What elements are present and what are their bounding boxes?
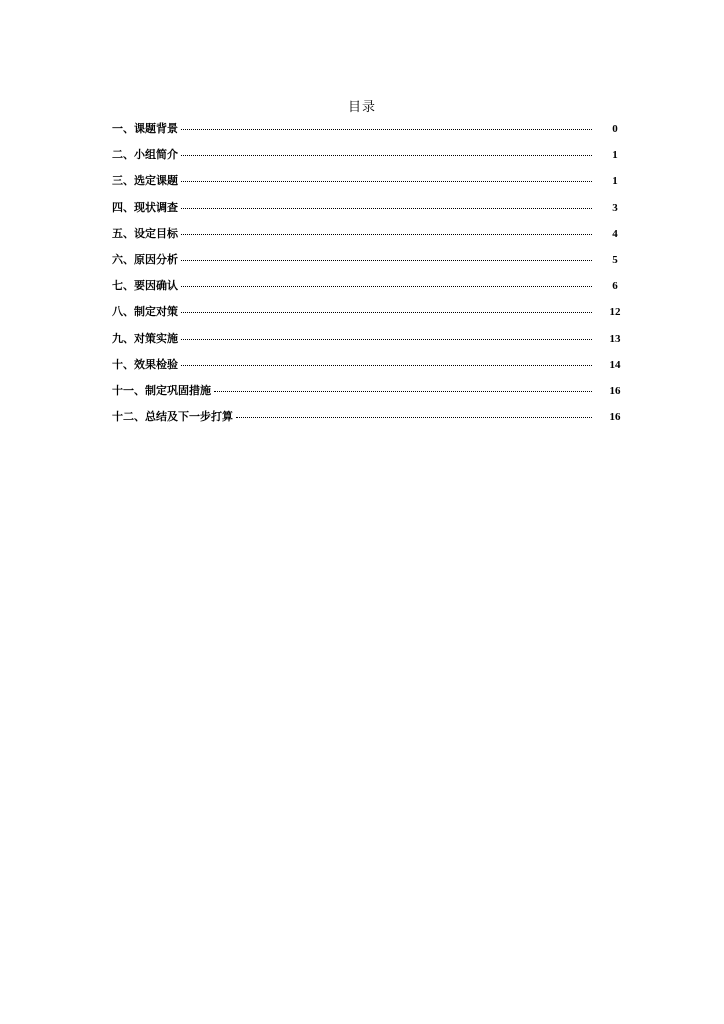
dot-leader — [181, 285, 592, 287]
toc-entry-page: 13 — [609, 332, 621, 345]
toc-entry-label: 三、选定课题 — [112, 174, 178, 188]
toc-title: 目录 — [347, 100, 376, 115]
toc-entry-page: 16 — [609, 384, 621, 397]
toc-entry-page: 14 — [609, 358, 621, 371]
toc-entry-label: 一、课题背景 — [112, 122, 178, 135]
toc-entry-page: 4 — [612, 227, 618, 240]
toc-entry-label: 十一、制定巩固措施 — [112, 383, 211, 397]
toc-entry-label: 七、要因确认 — [112, 279, 178, 293]
dot-leader — [181, 259, 592, 261]
dot-leader — [214, 390, 592, 392]
toc-entry[interactable] — [112, 199, 622, 225]
dot-leader — [181, 311, 592, 313]
toc-entry[interactable] — [112, 277, 622, 303]
toc-entry-page: 1 — [612, 175, 618, 188]
toc-entry[interactable] — [112, 330, 622, 356]
dot-leader — [236, 416, 592, 418]
toc-entry-label: 十二、总结及下一步打算 — [112, 410, 233, 424]
toc-entry[interactable] — [112, 356, 622, 382]
toc-entry-page: 1 — [612, 149, 618, 162]
toc-entry-page: 16 — [609, 411, 621, 424]
toc-entry-page: 3 — [612, 201, 618, 214]
toc-entry[interactable] — [112, 408, 622, 434]
toc-entry[interactable] — [112, 120, 622, 146]
dot-leader — [181, 364, 592, 366]
toc-entry-label: 四、现状调查 — [112, 200, 178, 214]
toc-entry[interactable] — [112, 382, 622, 408]
toc-entry[interactable] — [112, 146, 622, 172]
toc-entry-page: 0 — [612, 123, 618, 135]
toc-entry-label: 十、效果检验 — [112, 357, 178, 371]
toc-entry[interactable] — [112, 172, 622, 198]
toc-entry-label: 五、设定目标 — [112, 226, 178, 240]
toc-entry[interactable] — [112, 303, 622, 329]
toc-entry-label: 八、制定对策 — [112, 305, 178, 319]
table-of-contents — [112, 120, 622, 434]
dot-leader — [181, 338, 592, 340]
toc-entry-label: 九、对策实施 — [112, 331, 178, 345]
dot-leader — [181, 180, 592, 182]
dot-leader — [181, 207, 592, 209]
dot-leader — [181, 233, 592, 235]
toc-entry[interactable] — [112, 251, 622, 277]
dot-leader — [181, 154, 592, 156]
toc-entry-label: 六、原因分析 — [112, 252, 178, 266]
toc-entry-page: 12 — [609, 306, 621, 319]
toc-entry-label: 二、小组简介 — [112, 148, 178, 162]
toc-entry[interactable] — [112, 225, 622, 251]
toc-entry-page: 6 — [612, 280, 618, 293]
toc-entry-page: 5 — [612, 253, 618, 266]
dot-leader — [181, 128, 592, 130]
